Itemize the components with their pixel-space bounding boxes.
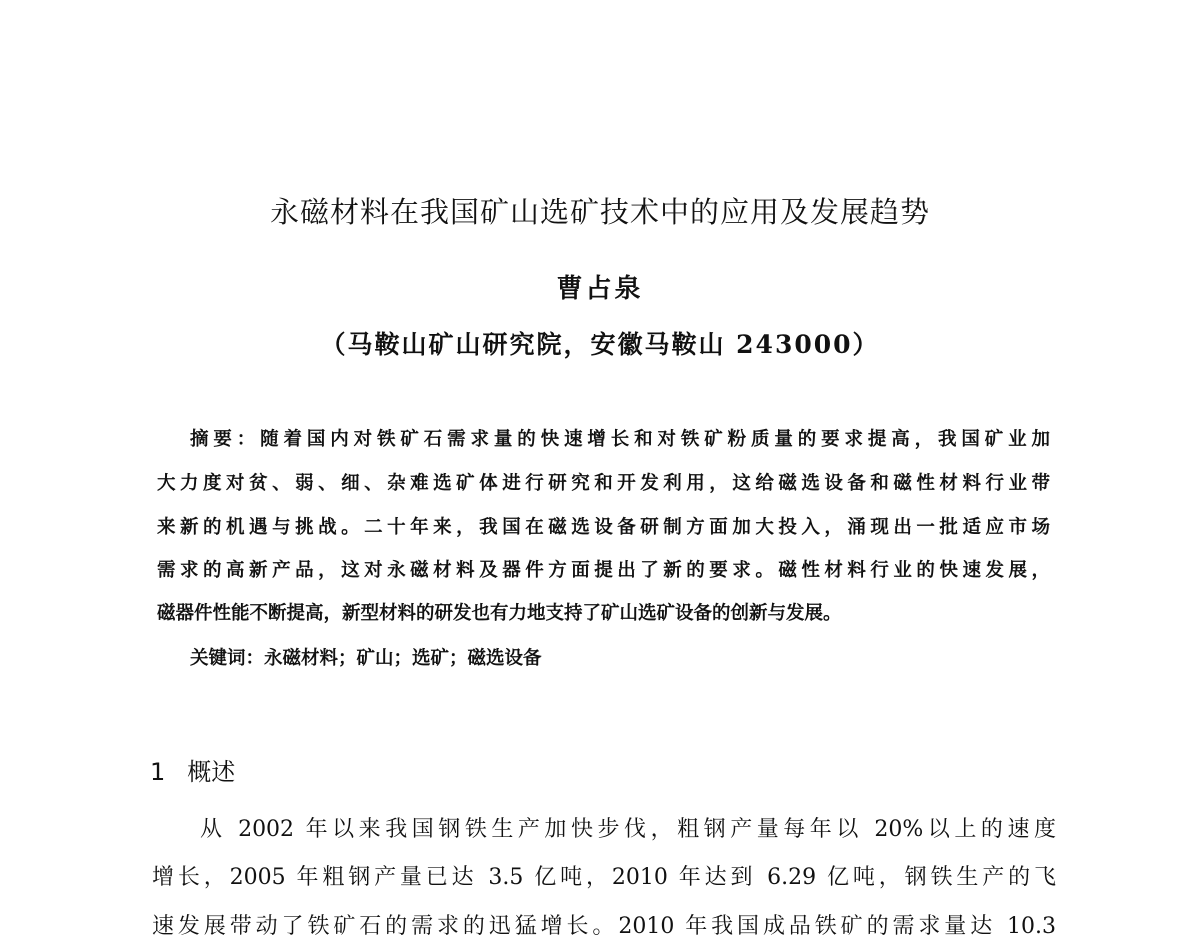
body-line: 速发展带动了铁矿石的需求的迅猛增长。2010 年我国成品铁矿的需求量达 10.3 [152, 914, 1056, 939]
affiliation: （马鞍山矿山研究院，安徽马鞍山 243000） [320, 330, 880, 359]
abstract-line: 摘要：随着国内对铁矿石需求量的快速增长和对铁矿粉质量的要求提高，我国矿业加 [190, 429, 1050, 450]
body-line: 从 2002 年以来我国钢铁生产加快步伐，粗钢产量每年以 20%以上的速度 [200, 817, 1056, 842]
keywords: 关键词：永磁材料；矿山；选矿；磁选设备 [190, 648, 542, 669]
author: 曹占泉 [556, 274, 644, 304]
body-line: 增长，2005 年粗钢产量已达 3.5 亿吨，2010 年达到 6.29 亿吨，钢铁生产的飞 [152, 865, 1056, 890]
abstract-line: 大力度对贫、弱、细、杂难选矿体进行研究和开发利用，这给磁选设备和磁性材料行业带 [157, 473, 1050, 494]
section-title: 概述 [187, 758, 236, 786]
abstract-line: 需求的高新产品，这对永磁材料及器件方面提出了新的要求。磁性材料行业的快速发展， [157, 560, 1050, 581]
paper-title: 永磁材料在我国矿山选矿技术中的应用及发展趋势 [269, 195, 930, 229]
abstract-line: 磁器件性能不断提高，新型材料的研发也有力地支持了矿山选矿设备的创新与发展。 [157, 603, 842, 624]
abstract-line: 来新的机遇与挑战。二十年来，我国在磁选设备研制方面加大投入，涌现出一批适应市场 [157, 517, 1050, 538]
section-heading [150, 752, 235, 787]
section-number: 1 [150, 758, 166, 786]
